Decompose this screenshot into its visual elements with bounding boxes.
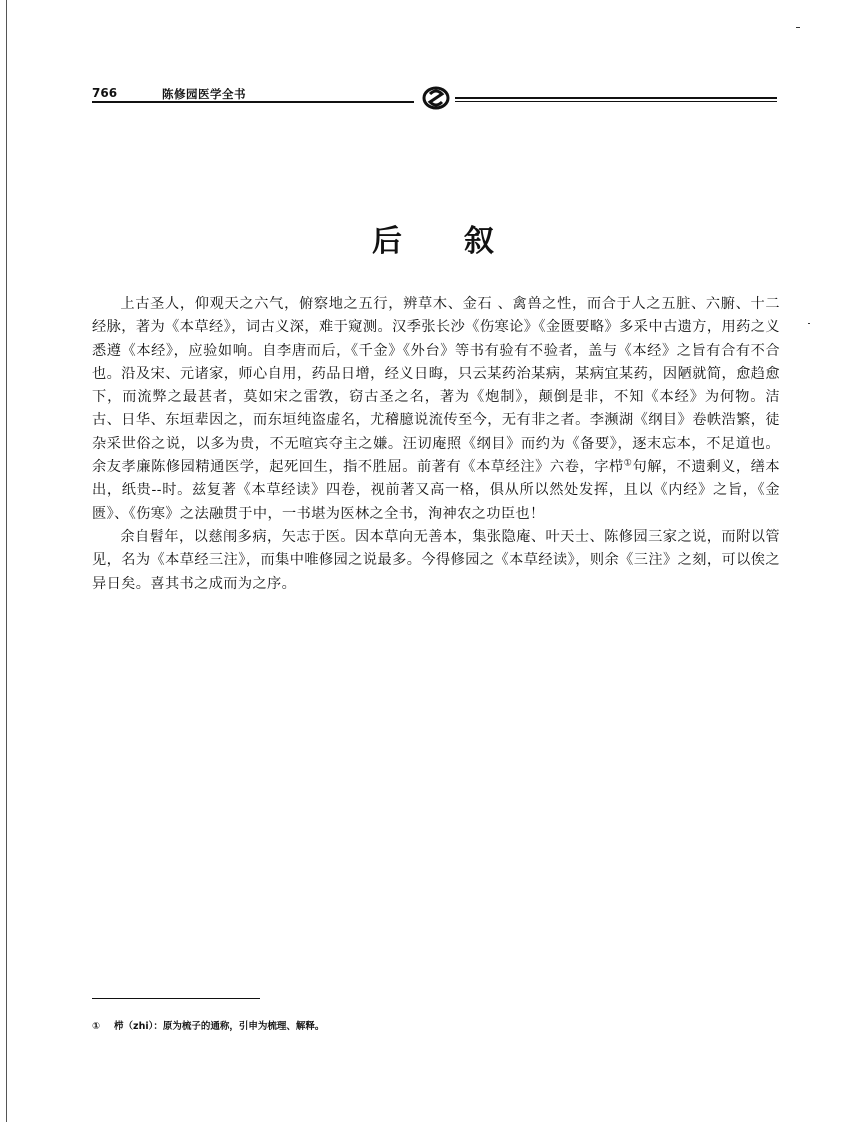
- paragraph-2: 余自髫年，以慈闱多病，矢志于医。因本草向无善本，集张隐庵、叶天士、陈修园三家之说，而附以管见，名为《本草经三注》，而集中唯修园之说最多。今得修园之《本草经读》，则余《三注》之刻，可以俟之异日矣。喜其书之成而为之序。: [92, 528, 780, 592]
- page-header: [92, 78, 782, 112]
- title-char-1: 后: [372, 224, 402, 259]
- body-text: [92, 293, 780, 596]
- scan-speck: [808, 323, 810, 324]
- publisher-logo-icon: [421, 84, 451, 112]
- paragraph-1-part-b: 句解，不遗剩义，缮本出，纸贵--时。兹复著《本草经读》四卷，视前著又高一格，俱从所以然处发挥，且以《内经》之旨，《金匮》、《伤寒》之法融贯于中，一书堪为医林之全书，洵神农之功臣也！: [92, 459, 780, 522]
- running-title: 陈修园医学全书: [162, 87, 246, 101]
- footnote-marker: ①: [92, 1021, 101, 1032]
- paragraph-1-part-a: 上古圣人，仰观天之六气，俯察地之五行，辨草木、金石 、禽兽之性，而合于人之五脏、六腑、十二经脉，著为《本草经》，词古义深，难于窥测。汉季张长沙《伤寒论》《金匮要略》多采中古遗方，用药之义悉遵《本经》，应验如响。自李唐而后，《千金》《外台》等书有验有不验者，盖与《本经》之旨有合有不合也。沿及宋、元诸家，师心自用，药品日增，经义日晦，只云某药治某病，某病宜某药，因陋就简，愈趋愈下，而流弊之最甚者，莫如宋之雷敩，窃古圣之名，著为《炮制》，颠倒是非，不知《本经》为何物。洁古、日华、东垣辈因之，而东垣纯盗虚名，尤稽臆说流传至今，无有非之者。李濒湖《纲目》卷帙浩繁，徒杂采世俗之说，以多为贵，不无喧宾夺主之嫌。汪讱庵照《纲目》而约为《备要》，逐末忘本，不足道也。余友孝廉陈修园精通医学，起死回生，指不胜屈。前著有《本草经注》六卷，字栉: [92, 296, 780, 476]
- header-rule-right: [455, 97, 777, 99]
- page-edge-line: [6, 0, 7, 1122]
- footnote: [92, 1018, 324, 1032]
- header-rule-right-thin: [455, 101, 777, 102]
- footnote-rule: [92, 998, 260, 999]
- scan-speck: [796, 27, 800, 28]
- paragraph-1: [92, 293, 780, 526]
- footnote-text: 栉（zhi）：原为梳子的通称，引申为梳理、解释。: [114, 1021, 325, 1032]
- title-char-2: 叙: [464, 224, 494, 259]
- page-number: 766: [92, 86, 118, 100]
- header-rule-left: [92, 101, 414, 103]
- footnote-reference: ①: [623, 458, 633, 469]
- page-title: [0, 216, 866, 260]
